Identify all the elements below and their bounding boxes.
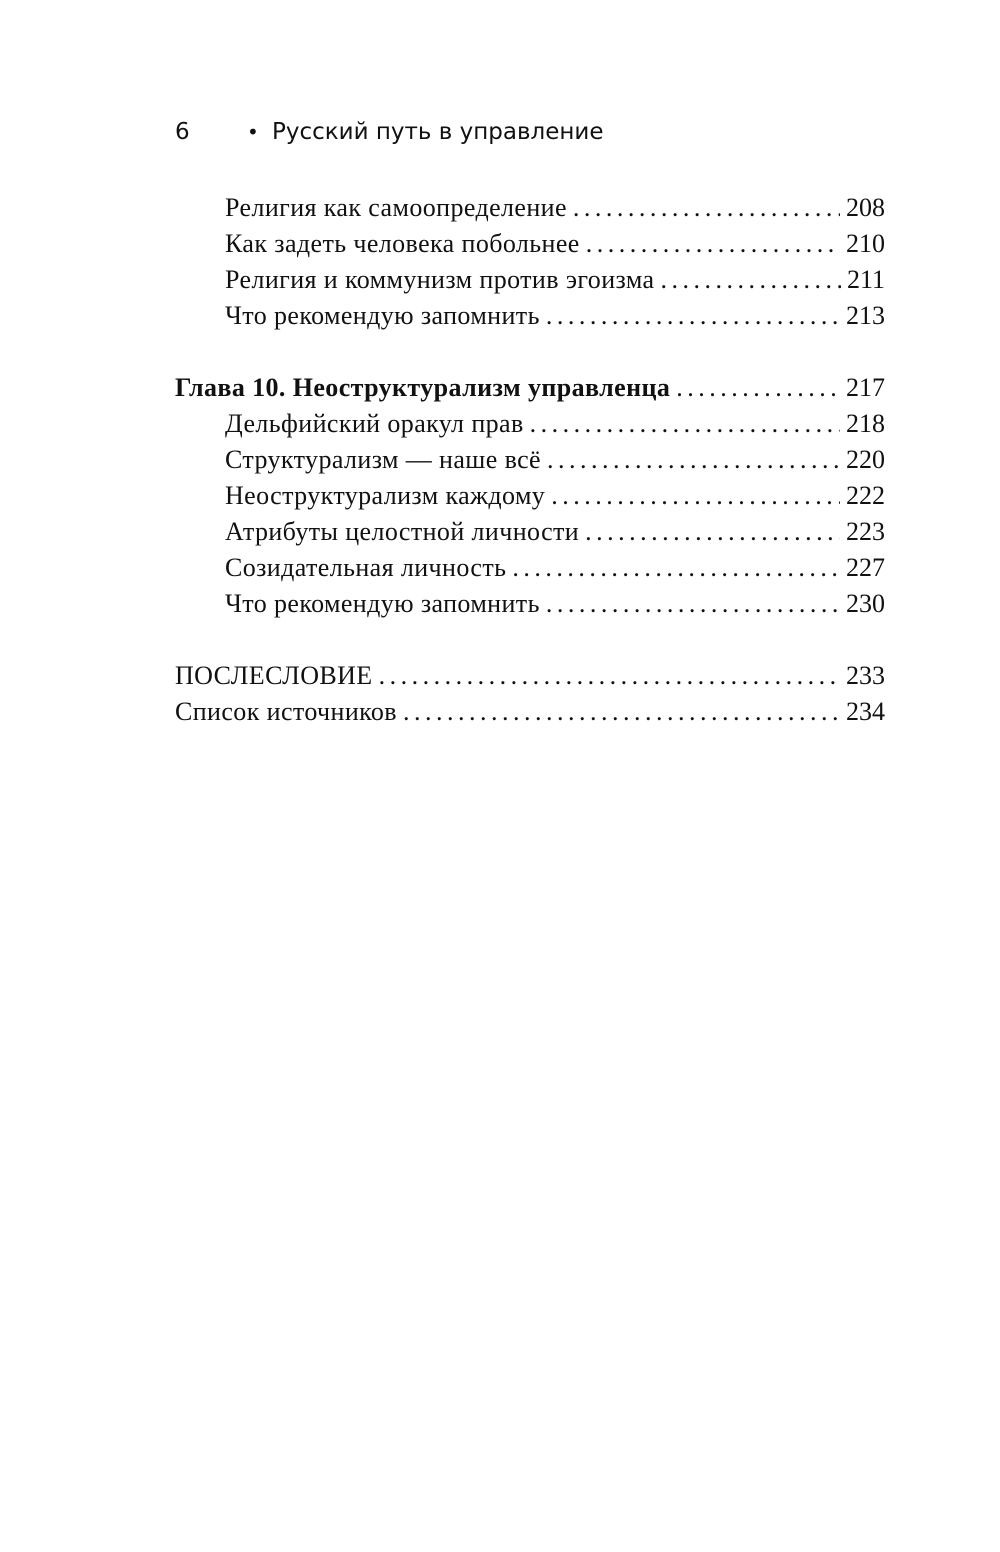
- toc-entry-title: Религия и коммунизм против эгоизма: [225, 265, 655, 294]
- toc-entry[interactable]: [175, 514, 885, 550]
- toc-entry-page: 233: [846, 661, 885, 690]
- toc-entry-page: 220: [846, 445, 885, 474]
- toc-entry[interactable]: [175, 550, 885, 586]
- toc-entry-page: 227: [846, 553, 885, 582]
- toc-chapter-entry[interactable]: [175, 370, 885, 406]
- toc-leader-dots: [551, 478, 840, 514]
- toc-entry[interactable]: [175, 262, 885, 298]
- toc-entry-title: Неоструктурализм каждому: [225, 481, 546, 510]
- toc-leader-dots: [379, 658, 840, 694]
- toc-leader-dots: [512, 550, 840, 586]
- toc-entry-page: 218: [846, 409, 885, 438]
- toc-chapter-title: Глава 10. Неоструктурализм управленца: [175, 373, 671, 402]
- running-head: [175, 112, 885, 152]
- toc-entry-page: 211: [846, 265, 885, 294]
- page-number: 6: [175, 119, 190, 145]
- toc-entry[interactable]: [175, 406, 885, 442]
- toc-leader-dots: [586, 226, 840, 262]
- toc-entry[interactable]: [175, 478, 885, 514]
- toc-entry[interactable]: [175, 190, 885, 226]
- toc-section-group-1: [175, 190, 885, 334]
- toc-back-matter: [175, 658, 885, 730]
- toc-chapter-page: 217: [846, 373, 885, 402]
- toc-leader-dots: [660, 262, 841, 298]
- toc-entry-title: Как задеть человека побольнее: [225, 229, 580, 258]
- toc-entry-title: Что рекомендую запомнить: [225, 589, 540, 618]
- toc-entry-page: 210: [846, 229, 885, 258]
- toc-entry-title: Структурализм — наше всё: [225, 445, 541, 474]
- toc-entry-page: 223: [846, 517, 885, 546]
- toc-leader-dots: [676, 370, 840, 406]
- toc-entry[interactable]: [175, 442, 885, 478]
- toc-entry[interactable]: [175, 226, 885, 262]
- toc-entry-page: 234: [846, 697, 885, 726]
- toc-leader-dots: [403, 694, 840, 730]
- toc-entry-title: Список источников: [175, 697, 397, 726]
- toc-leader-dots: [546, 298, 840, 334]
- toc-entry-title: Созидательная личность: [225, 553, 507, 582]
- toc-entry-title: Атрибуты целостной личности: [225, 517, 580, 546]
- toc-entry-sources[interactable]: [175, 694, 885, 730]
- toc-leader-dots: [546, 586, 840, 622]
- toc-entry-title: Что рекомендую запомнить: [225, 301, 540, 330]
- toc-entry-afterword[interactable]: [175, 658, 885, 694]
- table-of-contents: [175, 190, 885, 766]
- toc-leader-dots: [585, 514, 840, 550]
- toc-entry-page: 208: [846, 193, 885, 222]
- running-head-title: Русский путь в управление: [272, 119, 604, 145]
- toc-entry-page: 213: [846, 301, 885, 330]
- bullet-icon: •: [247, 120, 259, 144]
- toc-entry-title: Религия как самоопределение: [225, 193, 567, 222]
- toc-entry-title: Дельфийский оракул прав: [225, 409, 524, 438]
- toc-entry-page: 230: [846, 589, 885, 618]
- toc-entry-title: ПОСЛЕСЛОВИЕ: [175, 661, 373, 690]
- toc-leader-dots: [530, 406, 840, 442]
- toc-entry[interactable]: [175, 298, 885, 334]
- toc-chapter-10: [175, 370, 885, 622]
- toc-leader-dots: [547, 442, 840, 478]
- toc-entry-page: 222: [846, 481, 885, 510]
- toc-leader-dots: [573, 190, 840, 226]
- toc-entry[interactable]: [175, 586, 885, 622]
